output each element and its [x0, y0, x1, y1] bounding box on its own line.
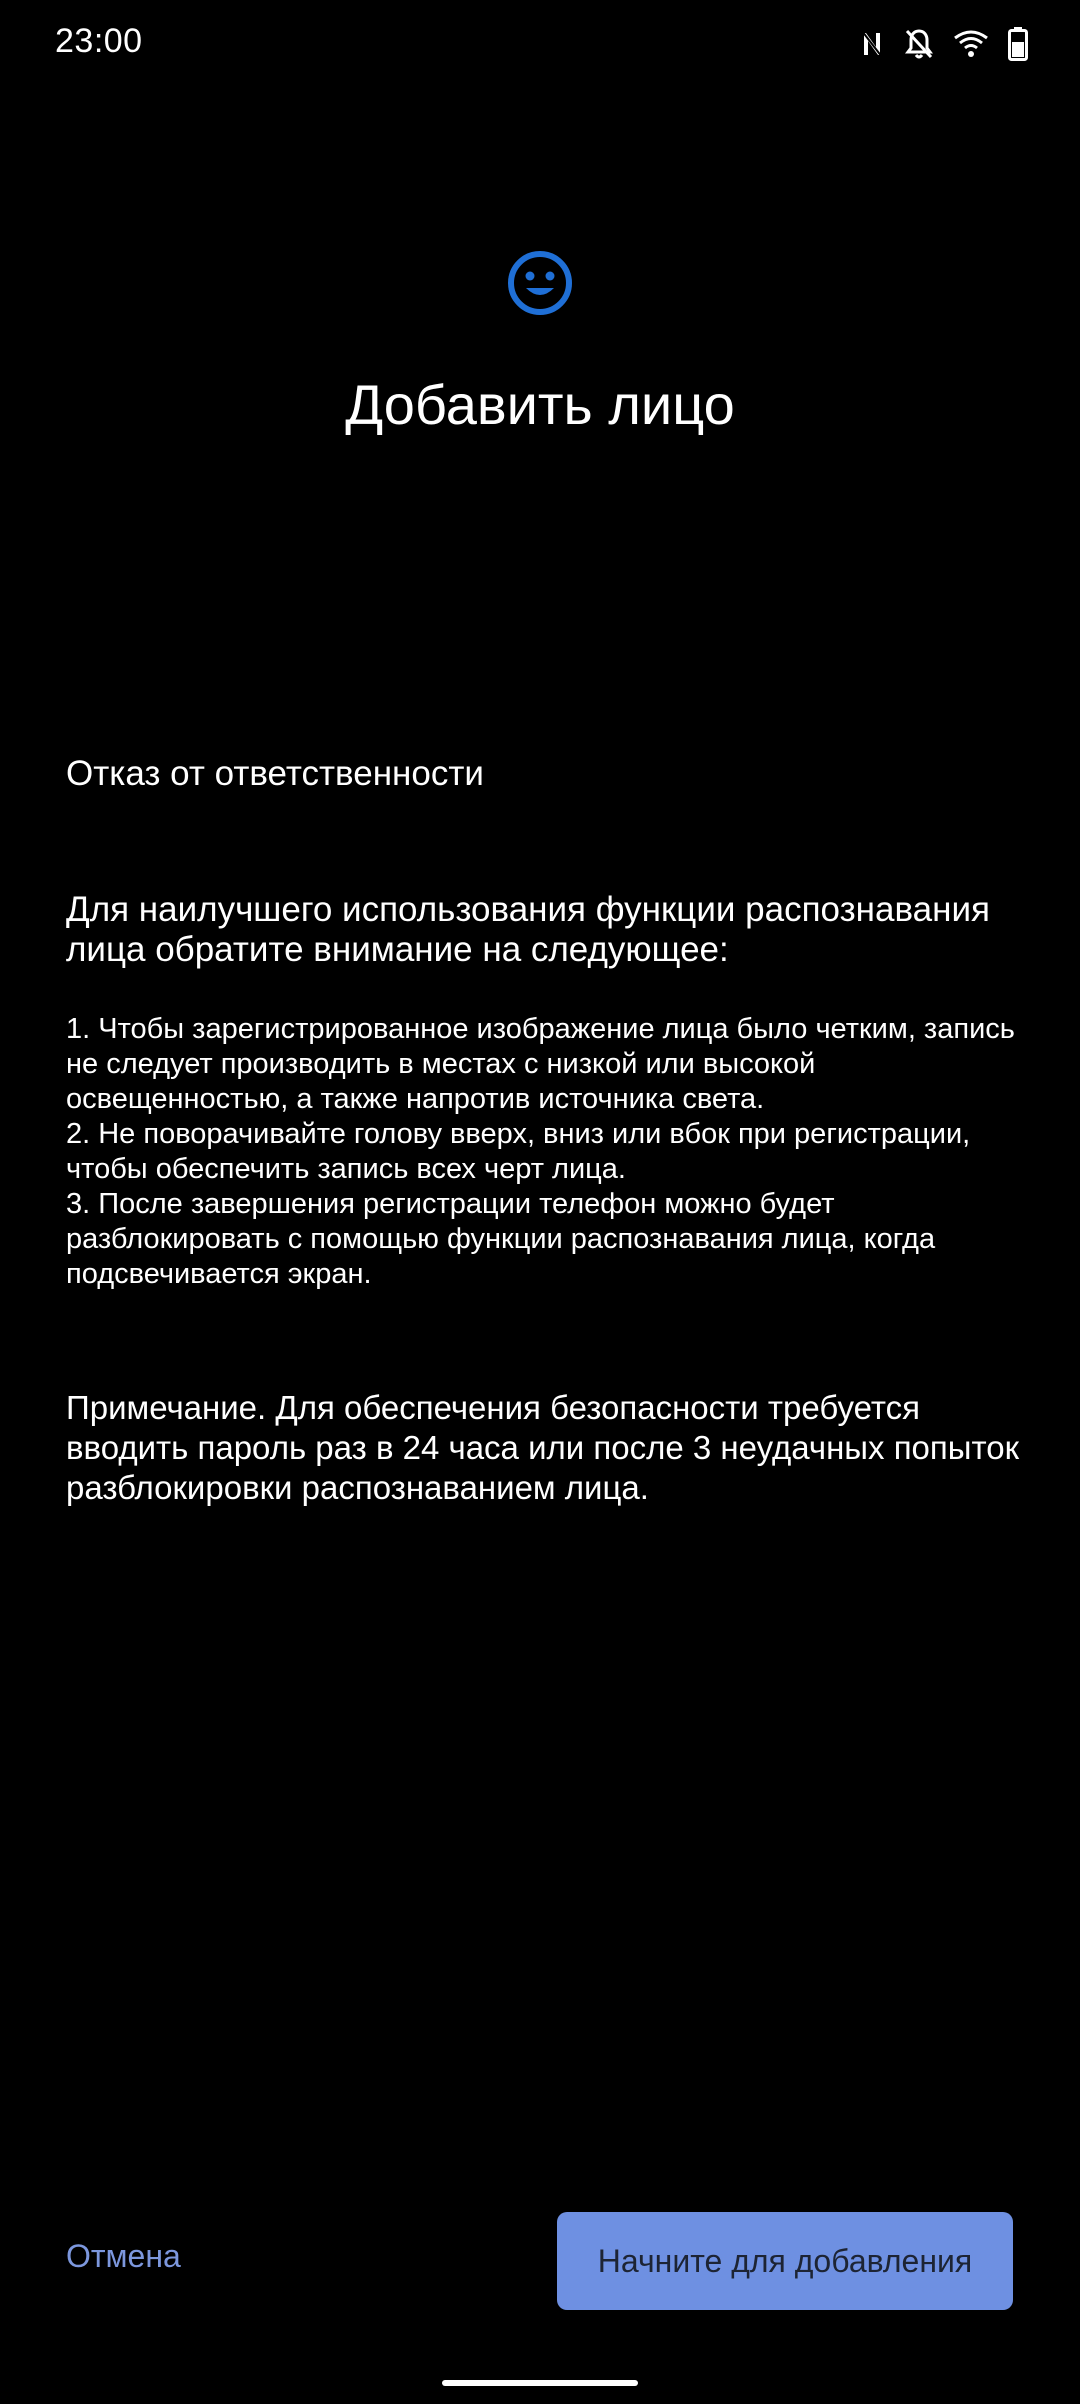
- start-enrollment-button[interactable]: Начните для добавления: [557, 2212, 1013, 2310]
- status-time: 23:00: [55, 22, 143, 60]
- face-smile-icon: [507, 250, 573, 316]
- wifi-icon: [954, 30, 988, 58]
- note-text: Примечание. Для обеспечения безопасности требуется вводить пароль раз в 24 часа или после 3 неудачных попыток разблокировки распознаванием лица.: [66, 1389, 1020, 1506]
- cancel-button[interactable]: Отмена: [66, 2238, 181, 2274]
- intro-text: Для наилучшего использования функции распознавания лица обратите внимание на следующее:: [66, 890, 990, 969]
- battery-icon: [1008, 27, 1028, 61]
- navigation-handle[interactable]: [442, 2380, 638, 2386]
- bell-off-icon: [904, 28, 934, 60]
- rule-item: 2. Не поворачивайте голову вверх, вниз или вбок при регистрации, чтобы обеспечить запись всех черт лица.: [66, 1118, 971, 1185]
- rule-item: 3. После завершения регистрации телефон можно будет разблокировать с помощью функции распознавания лица, когда подсвечивается экран.: [66, 1188, 936, 1290]
- rules-list: [66, 1012, 1026, 1292]
- rule-item: 1. Чтобы зарегистрированное изображение лица было четким, запись не следует производить в местах с низкой или высокой освещенностью, а также напротив источника света.: [66, 1013, 1015, 1115]
- nfc-icon: [860, 29, 884, 59]
- page-title: Добавить лицо: [345, 373, 735, 436]
- status-icons: [860, 22, 1028, 66]
- status-bar: [0, 0, 1080, 90]
- disclaimer-heading: Отказ от ответственности: [66, 754, 484, 793]
